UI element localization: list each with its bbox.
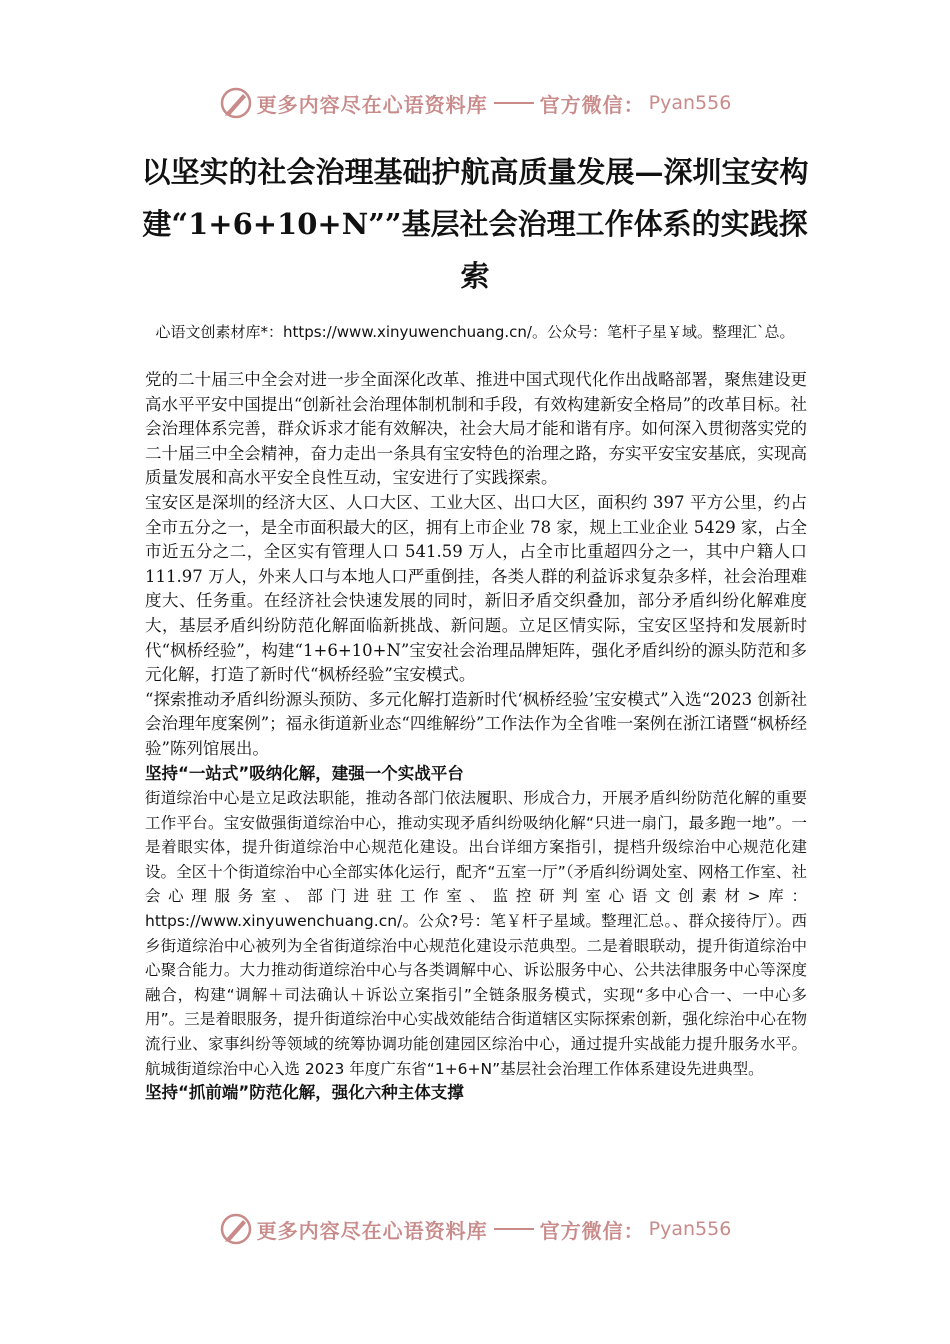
banner-contact: Pyan556: [648, 1218, 732, 1240]
banner-text: 更多内容尽在心语资料库: [256, 92, 488, 117]
document-body: [145, 368, 807, 1106]
paragraph: “探索推动矛盾纠纷源头预防、多元化解打造新时代‘枫桥经验’宝安模式”入选“2023 创新社会治理年度案例”；福永街道新业态“四维解纷”工作法作为全省唯一案例在浙江诸暨“枫桥经验”陈列馆展出。: [145, 689, 807, 758]
pen-logo-icon: [219, 86, 253, 120]
source-line: 心语文创素材库*：https://www.xinyuwenchuang.cn/。公众号：笔杆子星￥域。整理汇`总。: [155, 323, 795, 341]
paragraph: 宝安区是深圳的经济大区、人口大区、工业大区、出口大区，面积约 397 平方公里，约占全市五分之一，是全市面积最大的区，拥有上市企业 78 家，规上工业企业 5429 家，占全市近五分之二，全区实有管理人口 541.59 万人，占全市比重超四分之一，其中户籍人口 111.97 万人，外来人口与本地人口严重倒挂，各类人群的利益诉求复杂多样，社会治理难度大、任务重。在经济社会快速发展的同时，新旧矛盾交织叠加，部分矛盾纠纷化解难度大，基层矛盾纠纷防范化解面临新挑战、新问题。立足区情实际，宝安区坚持和发展新时代“枫桥经验”，构建“1+6+10+N”宝安社会治理品牌矩阵，强化矛盾纠纷的源头防范和多元化解，打造了新时代“枫桥经验”宝安模式。: [145, 492, 807, 685]
paragraph: 街道综治中心是立足政法职能，推动各部门依法履职、形成合力，开展矛盾纠纷防范化解的重要工作平台。宝安做强街道综治中心，推动实现矛盾纠纷吸纳化解“只进一扇门，最多跑一地”。一是着眼实体，提升街道综治中心规范化建设。出台详细方案指引，提档升级综治中心规范化建设。全区十个街道综治中心全部实体化运行，配齐“五室一厅”（矛盾纠纷调处室、网格工作室、社会心理服务室、部门进驻工作室、监控研判室心语文创素材>库：https://www.xinyuwenchuang.cn/。公众?号：笔￥杆子星域。整理汇总。、群众接待厅）。西乡街道综治中心被列为全省街道综治中心规范化建设示范典型。二是着眼联动，提升街道综治中心聚合能力。大力推动街道综治中心与各类调解中心、诉讼服务中心、公共法律服务中心等深度融合，构建“调解＋司法确认＋诉讼立案指引”全链条服务模式，实现“多中心合一、一中心多用”。三是着眼服务，提升街道综治中心实战效能结合街道辖区实际探索创新，强化综治中心在物流行业、家事纠纷等领域的统筹协调功能创建园区综治中心，通过提升实战能力提升服务水平。航城街道综治中心入选 2023 年度广东省“1+6+N”基层社会治理工作体系建设先进典型。: [145, 789, 807, 1078]
section-heading: 坚持“一站式”吸纳化解，建强一个实战平台: [145, 763, 464, 783]
pen-logo-icon: [219, 1212, 253, 1246]
banner-dash: [494, 1228, 534, 1230]
banner-subtext: 官方微信：: [539, 1218, 645, 1243]
banner-dash: [494, 102, 534, 104]
banner-text: 更多内容尽在心语资料库: [256, 1218, 488, 1243]
document-title: 以坚实的社会治理基础护航高质量发展—深圳宝安构建“1+6+10+N””基层社会治理工作体系的实践探索: [141, 155, 809, 293]
banner-subtext: 官方微信：: [539, 92, 645, 117]
section-heading: 坚持“抓前端”防范化解，强化六种主体支撑: [145, 1083, 464, 1103]
banner-contact: Pyan556: [648, 92, 732, 114]
top-banner[interactable]: [0, 86, 950, 126]
bottom-banner[interactable]: [0, 1212, 950, 1252]
paragraph: 党的二十届三中全会对进一步全面深化改革、推进中国式现代化作出战略部署，聚焦建设更高水平平安中国提出“创新社会治理体制机制和手段，有效构建新安全格局”的改革目标。社会治理体系完善，群众诉求才能有效解决，社会大局才能和谐有序。如何深入贯彻落实党的二十届三中全会精神，奋力走出一条具有宝安特色的治理之路，夯实平安宝安基底，实现高质量发展和高水平安全良性互动，宝安进行了实践探索。: [145, 370, 807, 488]
